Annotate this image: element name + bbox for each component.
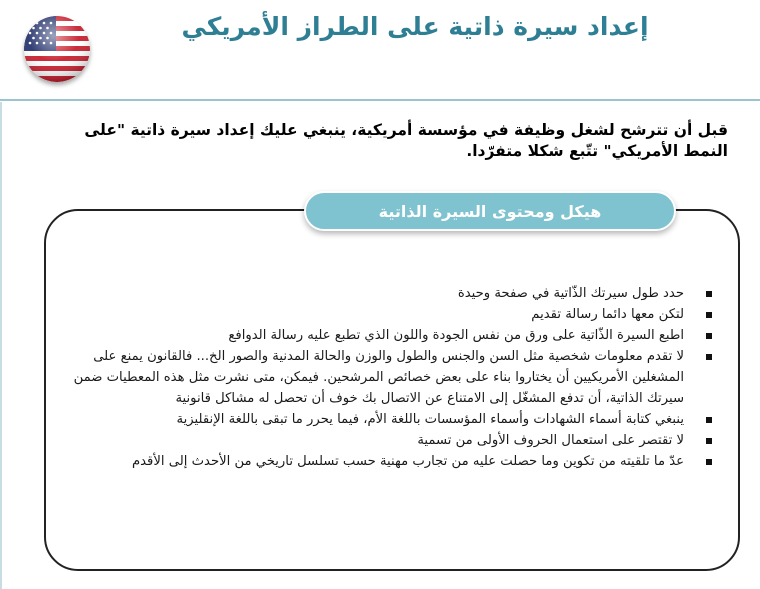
section-title: هيكل ومحتوى السيرة الذاتية	[378, 201, 602, 221]
header-divider	[0, 99, 760, 101]
list-item	[72, 325, 718, 346]
square-bullet-icon	[706, 354, 712, 360]
left-accent-line	[0, 102, 2, 589]
list-item-text: حدد طول سيرتك الذّاتية في صفحة وحيدة	[457, 286, 684, 301]
square-bullet-icon	[706, 333, 712, 339]
list-item	[72, 283, 718, 304]
page-title: إعداد سيرة ذاتية على الطراز الأمريكي	[181, 12, 649, 41]
section-title-pill	[304, 191, 676, 231]
us-flag-icon	[24, 16, 90, 82]
list-item-text: ينبغي كتابة أسماء الشهادات وأسماء المؤسسات باللغة الأم، فيما يحرر ما تبقى باللغة الإنقليزية	[176, 412, 684, 427]
list-item	[72, 304, 718, 325]
list-item-text: عدّ ما تلقيته من تكوين وما حصلت عليه من تجارب مهنية حسب تسلسل تاريخي من الأحدث إلى الأقدم	[131, 454, 684, 469]
bullet-list	[72, 283, 718, 472]
list-item	[72, 346, 718, 409]
square-bullet-icon	[706, 417, 712, 423]
list-item	[72, 451, 718, 472]
square-bullet-icon	[706, 459, 712, 465]
list-item-text: لتكن معها دائما رسالة تقديم	[531, 307, 684, 322]
intro-paragraph: قبل أن تترشح لشغل وظيفة في مؤسسة أمريكية، ينبغي عليك إعداد سيرة ذاتية "على النمط الأمريكي" تتّبع شكلا متفرّدا.	[84, 121, 728, 160]
list-item-text: اطبع السيرة الذّاتية على ورق من نفس الجودة واللون الذي تطبع عليه رسالة الدوافع	[228, 328, 684, 343]
list-item	[72, 430, 718, 451]
square-bullet-icon	[706, 312, 712, 318]
list-item-text: لا تقتصر على استعمال الحروف الأولى من تسمية	[417, 433, 684, 448]
list-item-text: لا تقدم معلومات شخصية مثل السن والجنس والطول والوزن والحالة المدنية والصور الخ... فالقانون يمنع على المشغلين الأمريكيين أن يختاروا بناء على بعض خصائص المرشحين. فيمكن، متى نشرت مثل هذه المعطيات ضمن سيرتك الذاتية، أن تدفع المشغّل إلى الامتناع عن الاتصال بك خوف أن تحصل له مشاكل قانونية	[73, 349, 684, 406]
square-bullet-icon	[706, 438, 712, 444]
square-bullet-icon	[706, 291, 712, 297]
list-item	[72, 409, 718, 430]
